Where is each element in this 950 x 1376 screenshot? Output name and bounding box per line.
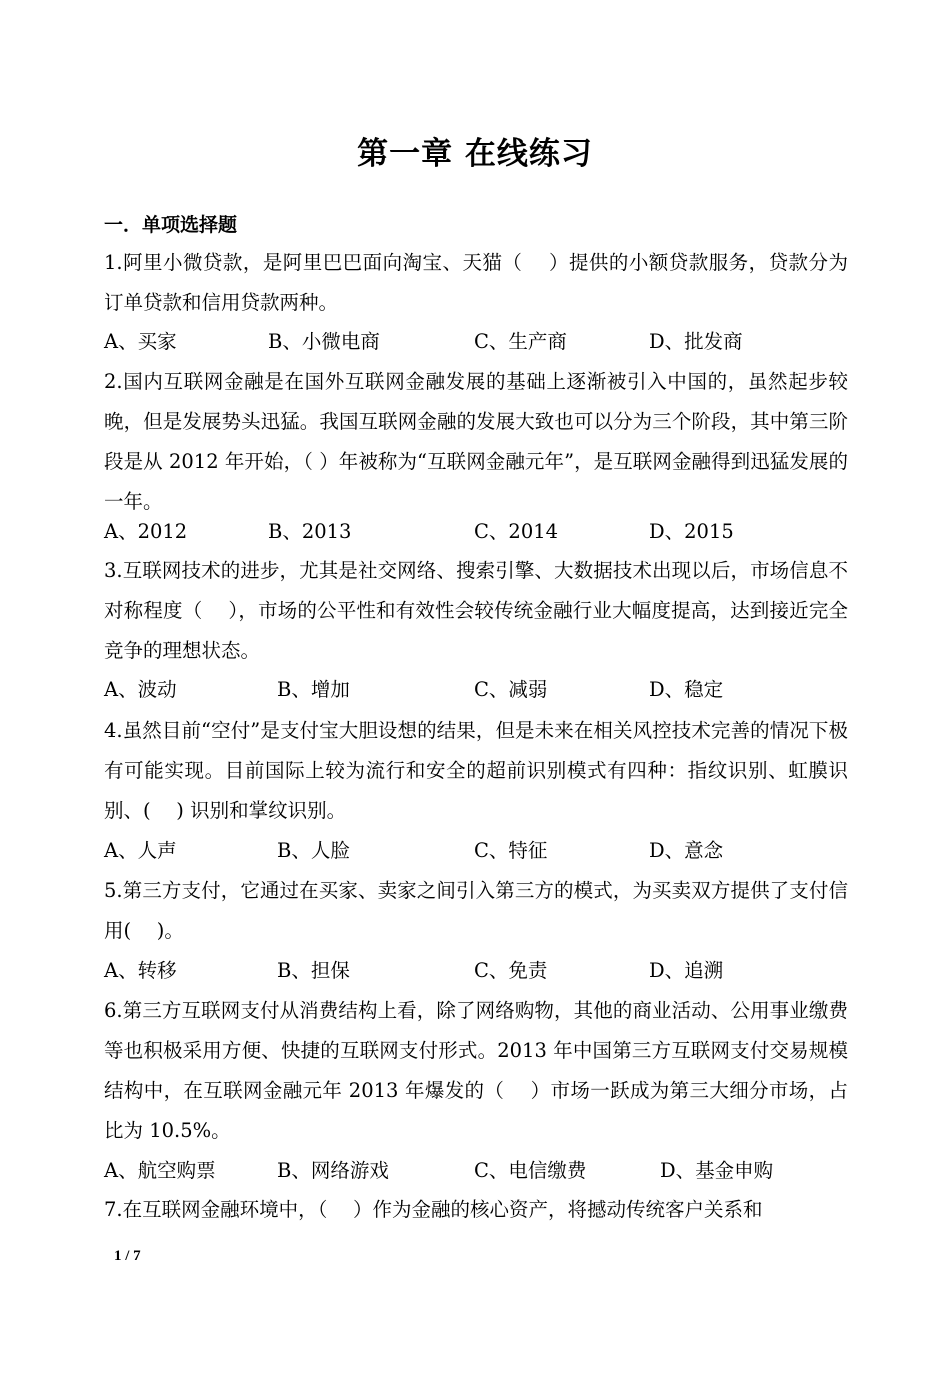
question-6-option-b: B、网络游戏 <box>277 1159 389 1182</box>
question-4-option-a: A、人声 <box>104 839 177 862</box>
question-2-options <box>104 512 864 552</box>
question-4-option-d: D、意念 <box>649 839 724 862</box>
question-5-option-a: A、转移 <box>104 959 177 982</box>
question-7-text: 7.在互联网金融环境中，（ ）作为金融的核心资产，将撼动传统客户关系和 <box>104 1198 763 1221</box>
question-4-option-b: B、人脸 <box>277 839 350 862</box>
question-4-text: 4.虽然目前“空付”是支付宝大胆设想的结果，但是未来在相关风控技术完善的情况下极有可能实现。目前国际上较为流行和安全的超前识别模式有四种：指纹识别、虹膜识别、( ) 识别和掌纹识别。 <box>104 719 848 822</box>
question-5-option-c: C、免责 <box>474 959 548 982</box>
question-3-option-c: C、减弱 <box>474 678 548 701</box>
question-3-option-d: D、稳定 <box>649 678 724 701</box>
question-2-option-d: D、2015 <box>649 520 734 543</box>
question-1-option-b: B、小微电商 <box>268 330 380 353</box>
question-1-options <box>104 322 864 362</box>
page-title: 第一章 在线练习 <box>357 136 593 172</box>
question-3-option-b: B、增加 <box>277 678 350 701</box>
question-3-text: 3.互联网技术的进步，尤其是社交网络、搜索引擎、大数据技术出现以后，市场信息不对称程度（ ），市场的公平性和有效性会较传统金融行业大幅度提高，达到接近完全竞争的理想状态。 <box>104 559 848 662</box>
question-6-option-c: C、电信缴费 <box>474 1159 587 1182</box>
question-2-text: 2.国内互联网金融是在国外互联网金融发展的基础上逐渐被引入中国的，虽然起步较晚，但是发展势头迅猛。我国互联网金融的发展大致也可以分为三个阶段，其中第三阶段是从 2012 年开始，（ ）年被称为“互联网金融元年”，是互联网金融得到迅猛发展的一年。 <box>104 370 848 513</box>
question-5-option-b: B、担保 <box>277 959 350 982</box>
question-1-text: 1.阿里小微贷款，是阿里巴巴面向淘宝、天猫（ ）提供的小额贷款服务，贷款分为订单贷款和信用贷款两种。 <box>104 251 848 314</box>
question-3-option-a: A、波动 <box>104 678 177 701</box>
question-5-options <box>104 951 864 991</box>
question-2-option-a: A、2012 <box>104 520 188 543</box>
question-2-option-b: B、2013 <box>268 520 352 543</box>
question-1-option-a: A、买家 <box>104 330 177 353</box>
question-6-option-a: A、航空购票 <box>104 1159 216 1182</box>
question-6-text: 6.第三方互联网支付从消费结构上看，除了网络购物，其他的商业活动、公用事业缴费等也积极采用方便、快捷的互联网支付形式。2013 年中国第三方互联网支付交易规模结构中，在互联网金融元年 2013 年爆发的（ ）市场一跃成为第三大细分市场，占比为 10.5%。 <box>104 999 848 1142</box>
question-1-option-d: D、批发商 <box>649 330 743 353</box>
question-5-text: 5.第三方支付，它通过在买家、卖家之间引入第三方的模式，为买卖双方提供了支付信用( )。 <box>104 879 848 942</box>
question-4-option-c: C、特征 <box>474 839 548 862</box>
question-1-option-c: C、生产商 <box>474 330 567 353</box>
question-2-option-c: C、2014 <box>474 520 559 543</box>
question-4-options <box>104 831 864 871</box>
section-heading: 一．单项选择题 <box>104 214 238 236</box>
question-6-options <box>104 1151 864 1191</box>
question-6-option-d: D、基金申购 <box>660 1159 774 1182</box>
page-number: 1 / 7 <box>114 1248 141 1264</box>
question-3-options <box>104 670 864 710</box>
question-5-option-d: D、追溯 <box>649 959 724 982</box>
